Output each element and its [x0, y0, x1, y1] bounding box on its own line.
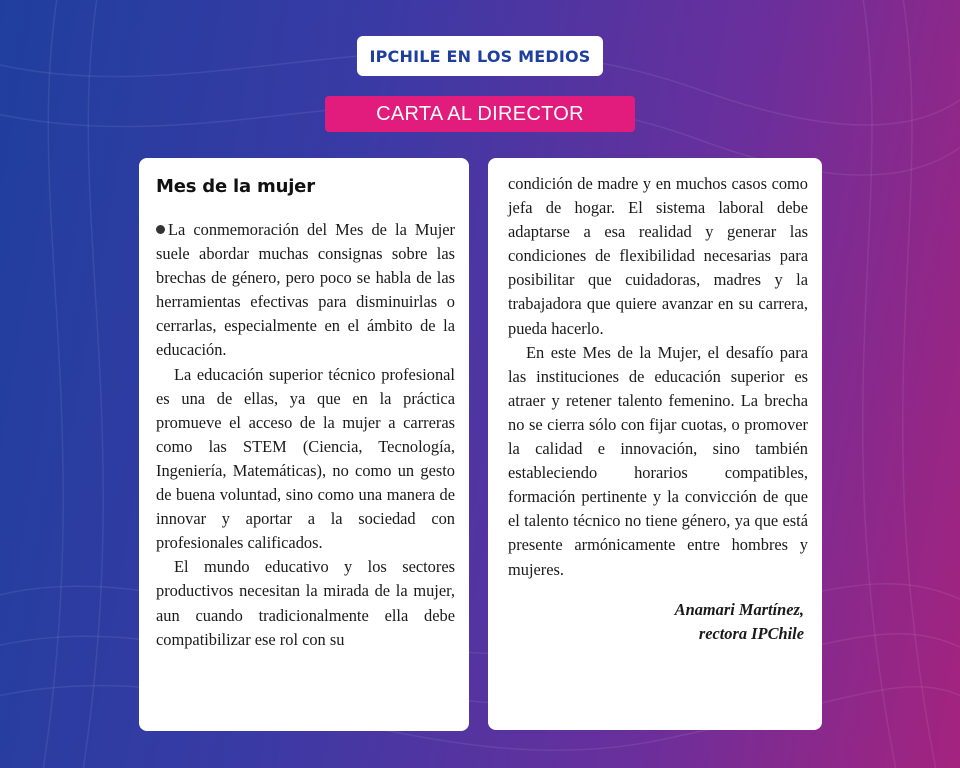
letter-paragraph: condición de madre y en muchos casos como jefa de hogar. El sistema laboral debe adaptarse a esa realidad y generar las condiciones de flexibilidad necesarias para posibilitar que cuidadoras, madres y la trabajadora que quiere avanzar en su carrera, pueda hacerlo.	[508, 174, 808, 338]
letter-paragraph: La educación superior técnico profesional es una de ellas, ya que en la práctica promueve el acceso de la mujer a carreras como las STEM (Ciencia, Tecnología, Ingeniería, Matemáticas), no como un gesto de buena voluntad, sino como una manera de innovar y aportar a la sociedad con profesionales calificados.	[156, 364, 455, 553]
paragraph-text: La conmemoración del Mes de la Mujer suele abordar muchas consignas sobre las brechas de género, pero poco se habla de las herramientas efectivas para disminuirlas o cerrarlas, especialmente en el ámbito de la educación.	[156, 220, 455, 360]
media-badge: IPCHILE EN LOS MEDIOS	[357, 36, 603, 76]
letter-column-right	[488, 158, 822, 730]
letter-column-left	[139, 158, 469, 731]
signature	[508, 598, 808, 646]
letter-paragraph: El mundo educativo y los sectores productivos necesitan la mirada de la mujer, aun cuando tradicionalmente ella debe compatibilizar ese rol con su	[156, 557, 455, 649]
letter-headline: Mes de la mujer	[156, 176, 315, 197]
signature-name: Anamari Martínez,	[674, 599, 804, 619]
section-label: CARTA AL DIRECTOR	[325, 96, 635, 132]
bullet-icon	[156, 225, 165, 234]
letter-paragraph	[156, 218, 455, 363]
letter-paragraph: En este Mes de la Mujer, el desafío para las instituciones de educación superior es atraer y retener talento femenino. La brecha no se cierra sólo con fijar cuotas, o promover la calidad e innovación, sino también estableciendo horarios compatibles, formación pertinente y la convicción de que el talento técnico no tiene género, ya que está presente armónicamente entre hombres y mujeres.	[508, 342, 808, 579]
signature-role: rectora IPChile	[698, 623, 804, 643]
